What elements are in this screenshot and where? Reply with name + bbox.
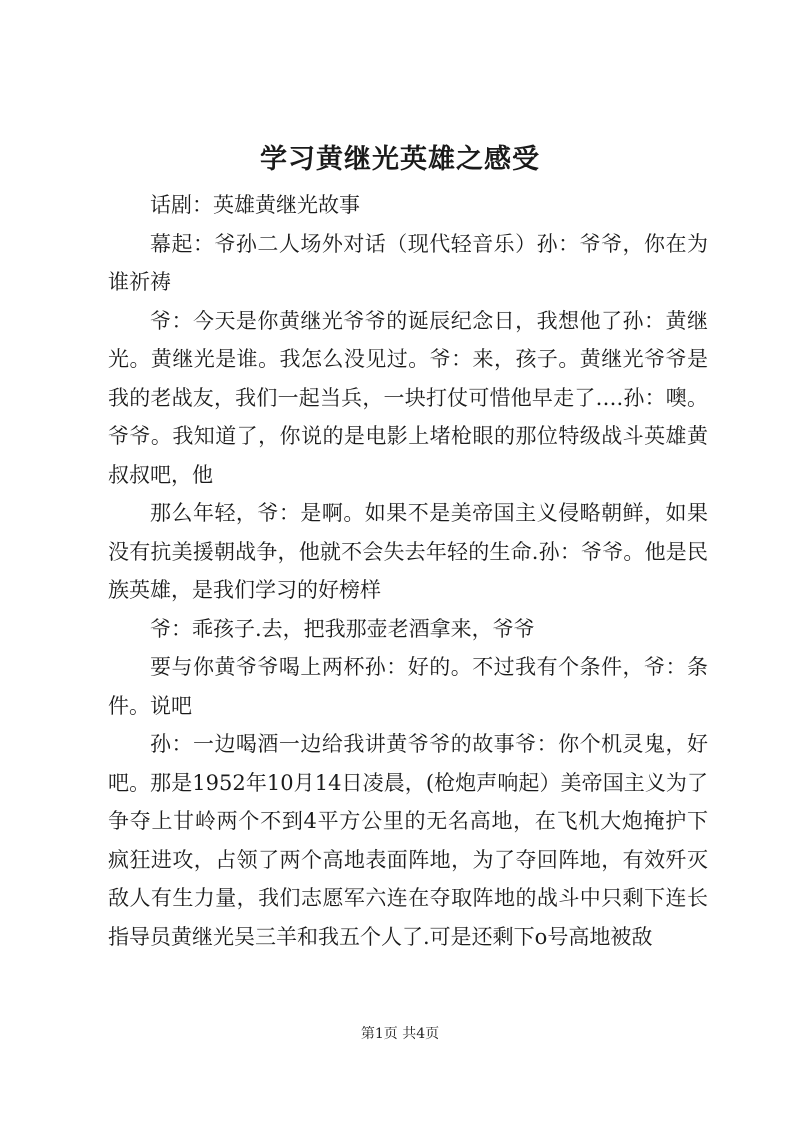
paragraph-4: 那么年轻，爷：是啊。如果不是美帝国主义侵略朝鲜，如果没有抗美援朝战争，他就不会失去年轻的生命.孙：爷爷。他是民族英雄，是我们学习的好榜样	[108, 501, 708, 602]
paragraph-3: 爷：今天是你黄继光爷爷的诞辰纪念日，我想他了孙：黄继光。黄继光是谁。我怎么没见过。爷：来，孩子。黄继光爷爷是我的老战友，我们一起当兵，一块打仗可惜他早走了….孙：噢。爷爷。我知道了，你说的是电影上堵枪眼的那位特级战斗英雄黄叔叔吧，他	[108, 308, 708, 487]
document-title: 学习黄继光英雄之感受	[260, 144, 540, 175]
paragraph-6: 要与你黄爷爷喝上两杯孙：好的。不过我有个条件，爷：条件。说吧	[108, 655, 708, 718]
page-footer: 第1页 共4页	[360, 1026, 440, 1042]
document-body	[108, 186, 708, 956]
paragraph-1: 话剧：英雄黄继光故事	[150, 193, 360, 217]
paragraph-7: 孙：一边喝酒一边给我讲黄爷爷的故事爷：你个机灵鬼，好吧。那是1952年10月14日凌晨，(枪炮声响起）美帝国主义为了争夺上甘岭两个不到4平方公里的无名高地，在飞机大炮掩护下疯狂进攻，占领了两个高地表面阵地，为了夺回阵地，有效歼灭敌人有生力量，我们志愿军六连在夺取阵地的战斗中只剩下连长指导员黄继光吴三羊和我五个人了.可是还剩下o号高地被敌	[108, 732, 708, 949]
paragraph-5: 爷：乖孩子.去，把我那壶老酒拿来，爷爷	[150, 616, 535, 641]
paragraph-2: 幕起：爷孙二人场外对话（现代轻音乐）孙：爷爷，你在为谁祈祷	[108, 231, 708, 294]
